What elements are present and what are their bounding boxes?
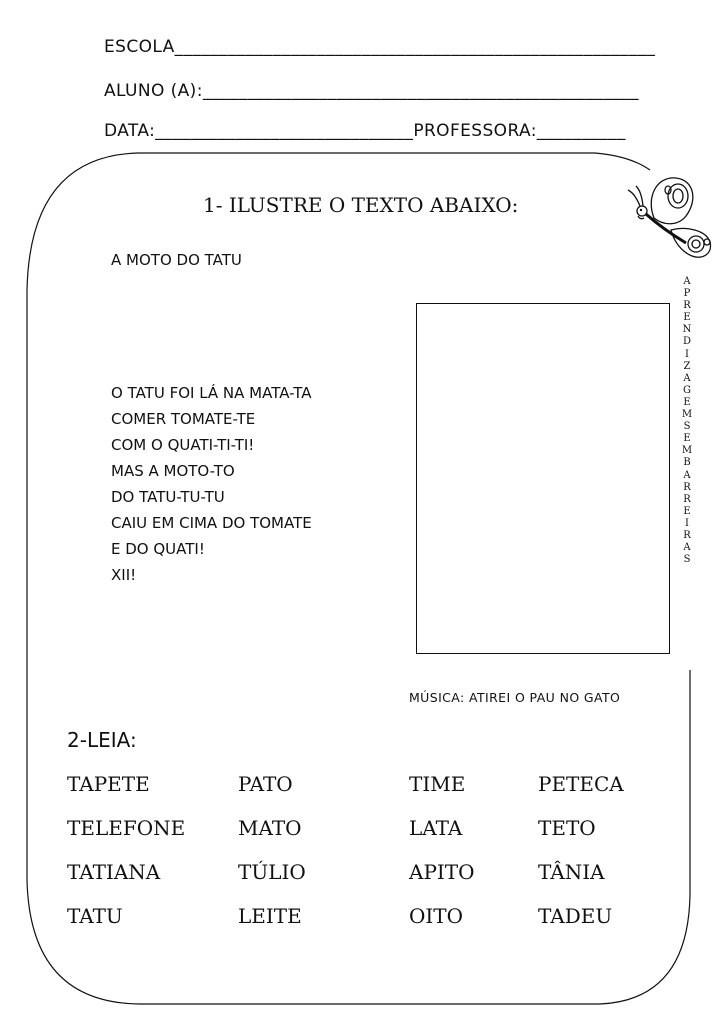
word-cell: TADEU [538,904,613,928]
side-letter: R [683,529,691,541]
side-letter: B [683,457,691,469]
side-letter: E [683,312,691,324]
music-note: MÚSICA: ATIREI O PAU NO GATO [409,690,621,705]
side-letter: I [685,348,689,360]
side-letter: R [683,300,691,312]
poem-line: DO TATU-TU-TU [111,488,225,506]
word-cell: TETO [538,816,596,840]
side-letter: N [682,324,692,336]
date-teacher-field[interactable]: DATA:_____________________________PROFESSORA:__________ [104,121,626,141]
poem-line: CAIU EM CIMA DO TOMATE [111,514,312,532]
poem-line: COM O QUATI-TI-TI! [111,436,255,454]
school-field[interactable]: ESCOLA______________________________________________________ [104,37,656,57]
word-cell: MATO [238,816,302,840]
word-cell: TAPETE [67,772,150,796]
side-letter: E [683,396,691,408]
side-letter: R [683,481,691,493]
poem-line: MAS A MOTO-TO [111,462,235,480]
poem-line: E DO QUATI! [111,540,205,558]
word-cell: PETECA [538,772,624,796]
poem-line: XII! [111,566,137,584]
side-letter: M [681,445,693,457]
side-letter: D [682,336,692,348]
side-letter: R [683,493,691,505]
word-cell: APITO [409,860,475,884]
poem-title: A MOTO DO TATU [111,251,242,269]
word-cell: PATO [238,772,293,796]
butterfly-icon [616,168,716,268]
side-letter: S [683,554,691,566]
word-cell: LEITE [238,904,302,928]
word-cell: TATU [67,904,123,928]
word-cell: TÚLIO [238,860,306,884]
vertical-side-text [680,276,694,566]
student-field[interactable]: ALUNO (A):_________________________________________________ [104,81,639,101]
side-letter: A [683,276,691,287]
word-cell: OITO [409,904,464,928]
poem-line: O TATU FOI LÁ NA MATA-TA [111,384,312,402]
side-letter: A [683,372,691,384]
side-letter: E [683,505,691,517]
side-letter: A [683,542,691,554]
side-letter: P [683,288,691,300]
drawing-box[interactable] [416,303,670,654]
side-letter: S [683,421,691,433]
side-letter: G [683,384,691,396]
side-letter: I [685,517,689,529]
word-cell: TIME [409,772,466,796]
word-cell: TATIANA [67,860,161,884]
side-letter: Z [683,360,691,372]
word-cell: TÂNIA [538,860,605,884]
side-letter: M [681,409,693,421]
word-cell: LATA [409,816,463,840]
activity-1-title: 1- ILUSTRE O TEXTO ABAIXO: [203,193,519,217]
poem-text [111,380,312,588]
side-letter: A [683,469,691,481]
activity-2-title: 2-LEIA: [67,728,137,752]
side-letter: E [683,433,691,445]
poem-line: COMER TOMATE-TE [111,410,256,428]
word-cell: TELEFONE [67,816,186,840]
